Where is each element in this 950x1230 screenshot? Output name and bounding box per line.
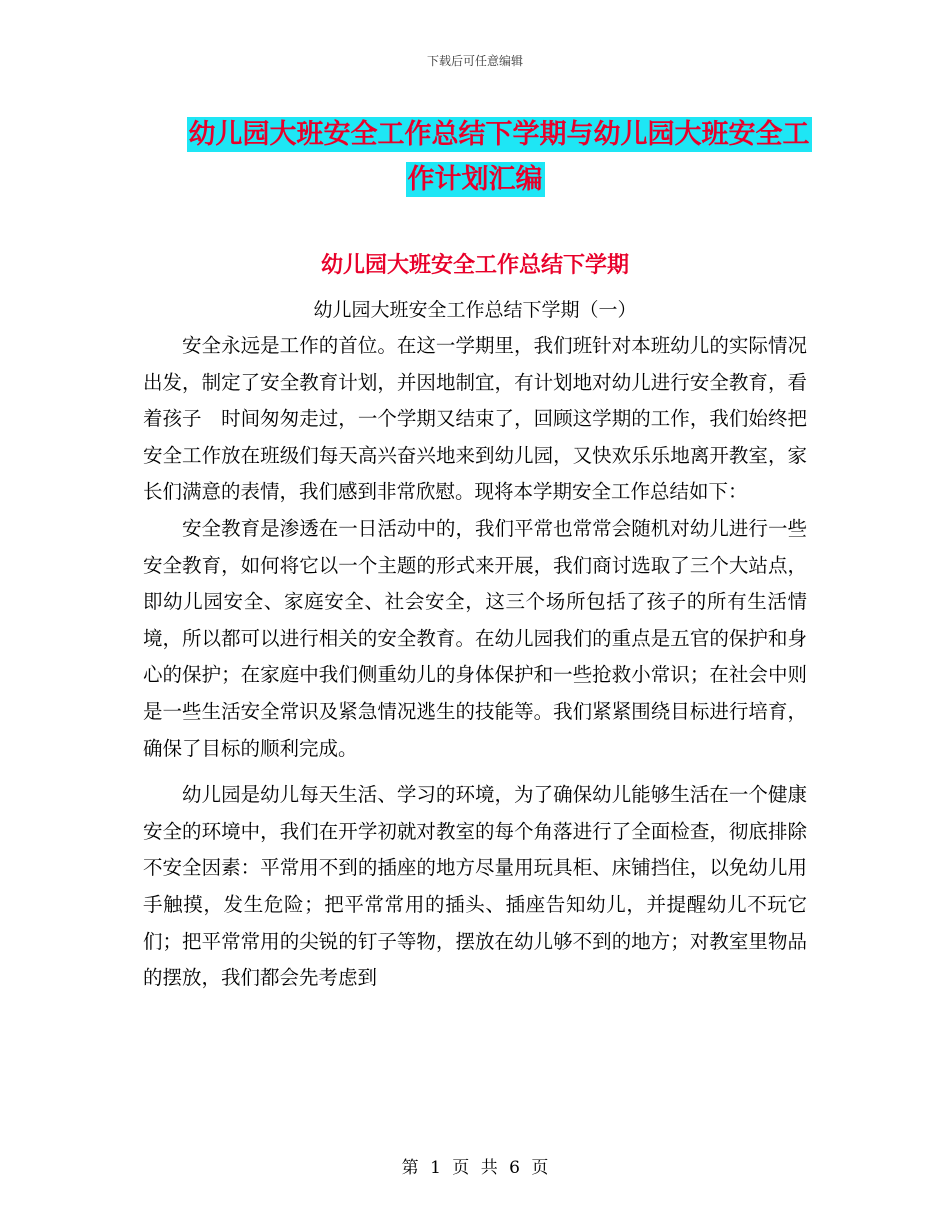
header-note: 下载后可任意编辑 [426,54,523,68]
document-title-line-2 [0,157,950,196]
paragraph-2: 安全教育是渗透在一日活动中的，我们平常也常常会随机对幼儿进行一些安全教育，如何将它以一个主题的形式来开展，我们商讨选取了三个大站点，即幼儿园安全、家庭安全、社会安全，这三个场所包括了孩子的所有生活情境，所以都可以进行相关的安全教育。在幼儿园我们的重点是五官的保护和身心的保护；在家庭中我们侧重幼儿的身体保护和一些抢救小常识；在社会中则是一些生活安全常识及紧急情况逃生的技能等。我们紧紧围绕目标进行培育，确保了目标的顺利完成。 [143,516,807,760]
title-highlight-1: 幼儿园大班安全工作总结下学期与幼儿园大班安全工 [188,119,810,150]
document-title-line-1 [0,112,950,151]
subtitle: 幼儿园大班安全工作总结下学期（一） [313,299,637,321]
paragraph-3: 幼儿园是幼儿每天生活、学习的环境，为了确保幼儿能够生活在一个健康安全的环境中，我们在开学初就对教室的每个角落进行了全面检查，彻底排除不安全因素：平常用不到的插座的地方尽量用玩具柜、床铺挡住，以免幼儿用手触摸，发生危险；把平常常用的插头、插座告知幼儿，并提醒幼儿不玩它们；把平常常用的尖锐的钉子等物，摆放在幼儿够不到的地方；对教室里物品的摆放，我们都会先考虑到 [143,783,807,990]
paragraph-1: 安全永远是工作的首位。在这一学期里，我们班针对本班幼儿的实际情况出发，制定了安全教育计划，并因地制宜，有计划地对幼儿进行安全教育，看着孩子 时间匆匆走过，一个学期又结束了，回顾这学期的工作，我们始终把安全工作放在班级们每天高兴奋兴地来到幼儿园，又快欢乐乐地离开教室，家长们满意的表情，我们感到非常欣慰。现将本学期安全工作总结如下： [143,334,807,504]
page-footer: 第 1 页 共 6 页 [401,1158,549,1178]
section-title: 幼儿园大班安全工作总结下学期 [320,253,629,278]
document-body [143,328,807,997]
title-highlight-2: 作计划汇编 [407,164,543,195]
